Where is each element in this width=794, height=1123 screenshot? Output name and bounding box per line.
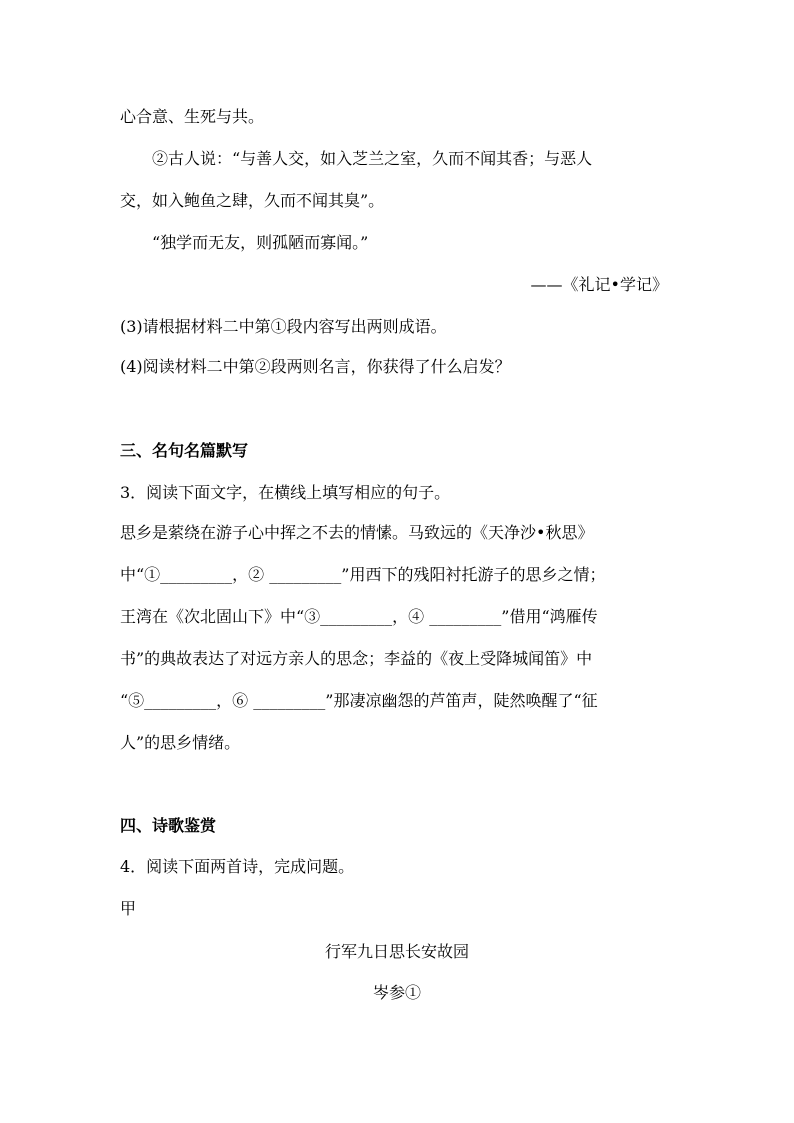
section-4-heading: 四、诗歌鉴赏 [120,816,217,835]
material-text-line-2: ②古人说：“与善人交，如入芝兰之室，久而不闻其香；与恶人 [152,149,593,168]
poem-title: 行军九日思长安故园 [324,942,469,961]
section-3-text-line-5: “⑤_________，⑥ _________”那凄凉幽怨的芦笛声，陡然唤醒了“征 [120,691,598,710]
section-3-text-line-1: 思乡是萦绕在游子心中挥之不去的情愫。马致远的《天净沙•秋思》 [120,523,594,542]
section-3-text-line-4: 书”的典故表达了对远方亲人的思念；李益的《夜上受降城闻笛》中 [120,649,593,668]
material-text-line-1: 心合意、生死与共。 [120,107,265,126]
section-3-text-line-2: 中“①_________，② _________”用西下的残阳衬托游子的思乡之情； [120,565,606,584]
question-3: (3)请根据材料二中第①段内容写出两则成语。 [120,317,447,336]
material-text-line-3: 交，如入鲍鱼之肆，久而不闻其臭”。 [120,191,385,210]
section-3-question: 3．阅读下面文字，在横线上填写相应的句子。 [120,483,451,502]
section-4-question: 4．阅读下面两首诗，完成问题。 [120,857,355,876]
material-quote: “独学而无友，则孤陋而寡闻。” [152,233,369,252]
poem-label: 甲 [120,899,137,918]
section-3-text-line-3: 王湾在《次北固山下》中“③_________，④ _________”借用“鸿雁传 [120,607,598,626]
poem-author: 岑参① [372,983,421,1002]
section-3-text-line-6: 人”的思乡情绪。 [120,733,241,752]
section-3-heading: 三、名句名篇默写 [120,441,249,460]
quote-source: ——《礼记•学记》 [530,275,668,294]
question-4: (4)阅读材料二中第②段两则名言，你获得了什么启发？ [120,357,511,376]
